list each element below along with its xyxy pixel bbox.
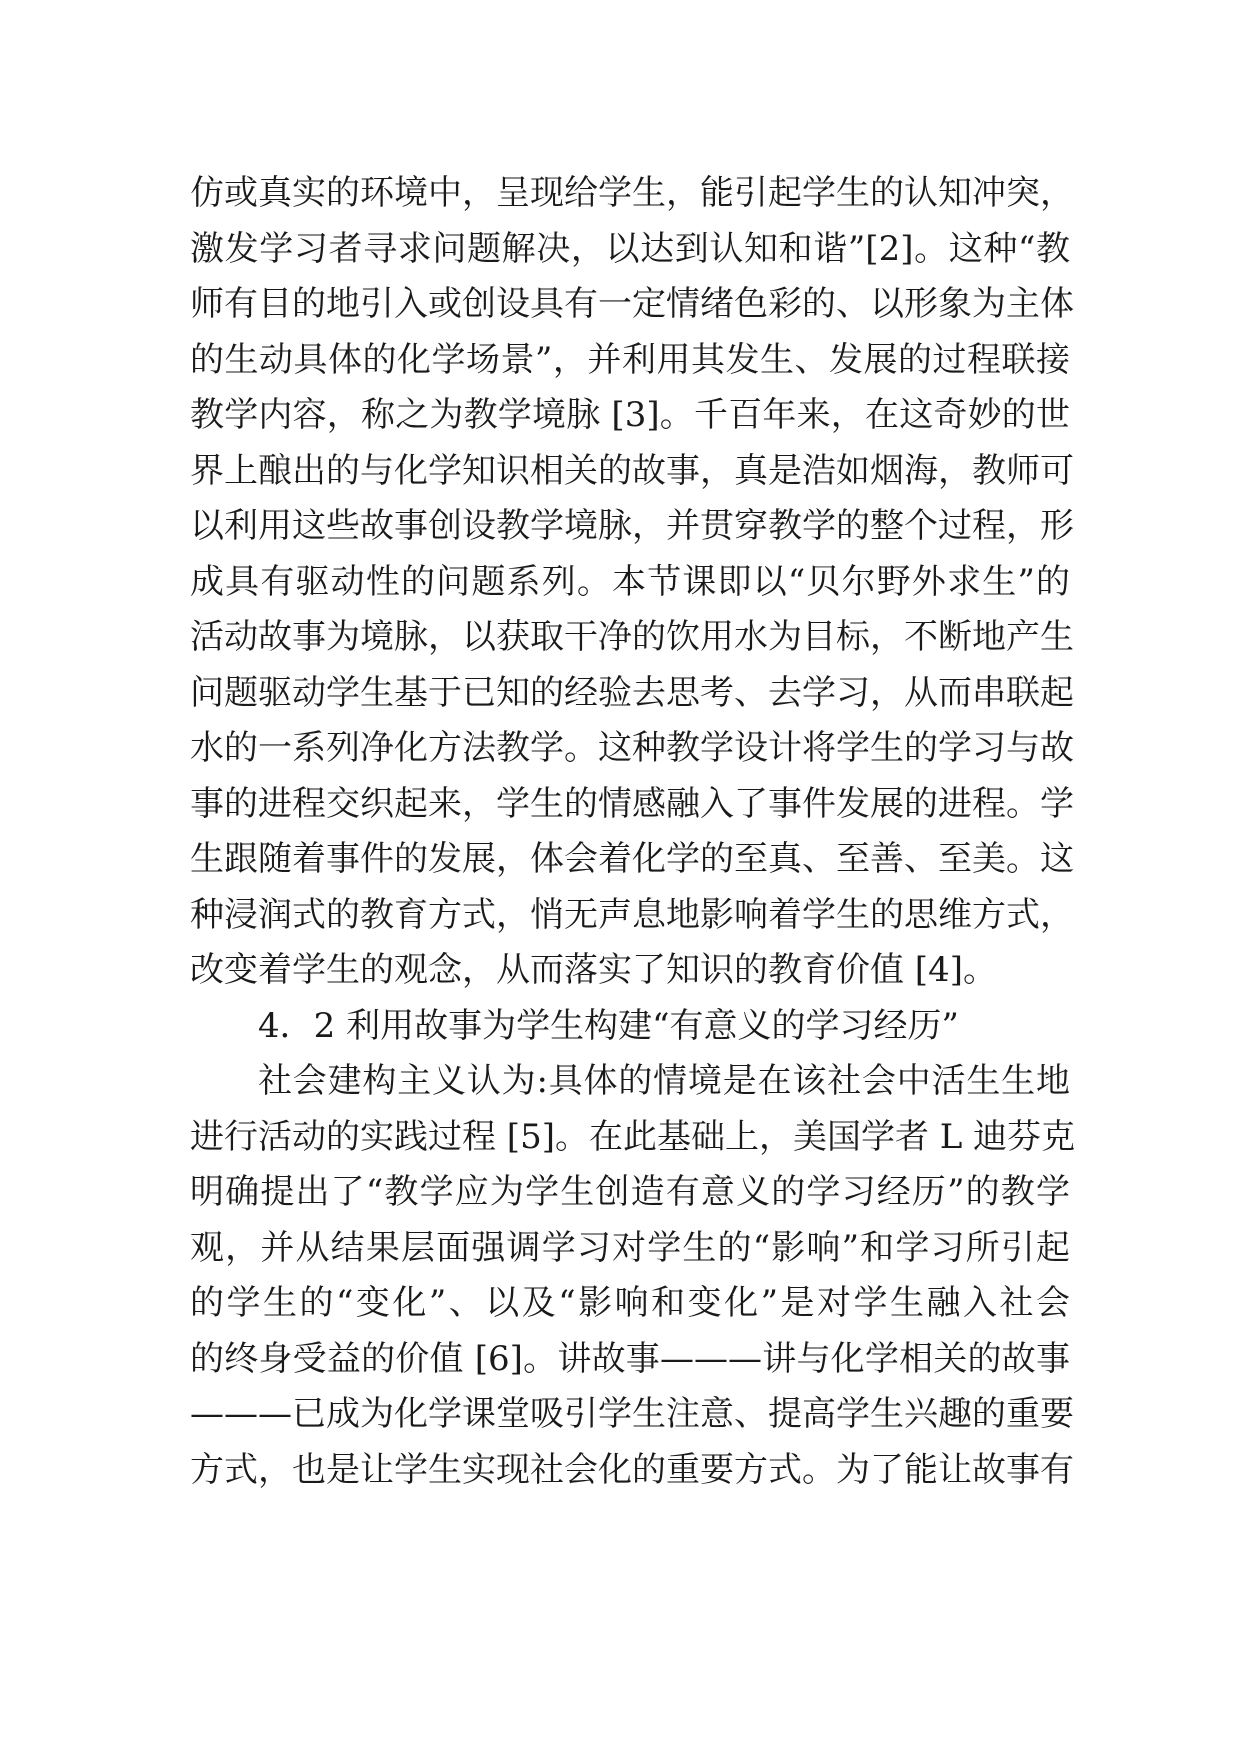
text-line: 激发学习者寻求问题解决，以达到认知和谐”[2]。这种“教	[190, 228, 1070, 269]
text-line: 界上酿出的与化学知识相关的故事，真是浩如烟海，教师可	[190, 450, 1074, 491]
text-line: 方式，也是让学生实现社会化的重要方式。为了能让故事有	[190, 1449, 1074, 1490]
text-line: 问题驱动学生基于已知的经验去思考、去学习，从而串联起	[190, 672, 1074, 713]
text-line: 活动故事为境脉，以获取干净的饮用水为目标，不断地产生	[190, 617, 1074, 657]
text-line: 改变着学生的观念，从而落实了知识的教育价值 [4]。	[190, 950, 997, 990]
text-line: 水的一系列净化方法教学。这种教学设计将学生的学习与故	[190, 728, 1074, 768]
document-body	[190, 166, 1076, 1498]
text-line: 观，并从结果层面强调学习对学生的“影响”和学习所引起	[190, 1227, 1070, 1268]
text-line: 的生动具体的化学场景”，并利用其发生、发展的过程联接	[190, 339, 1070, 380]
text-line: 明确提出了“教学应为学生创造有意义的学习经历”的教学	[190, 1172, 1070, 1212]
text-line: 社会建构主义认为:具体的情境是在该社会中活生生地	[258, 1061, 1070, 1101]
text-line: 事的进程交织起来，学生的情感融入了事件发展的进程。学	[190, 783, 1074, 824]
text-line: 成具有驱动性的问题系列。本节课即以“贝尔野外求生”的	[190, 561, 1070, 602]
text-line: 师有目的地引入或创设具有一定情绪色彩的、以形象为主体	[190, 284, 1074, 324]
text-line: 教学内容，称之为教学境脉 [3]。千百年来，在这奇妙的世	[190, 395, 1070, 435]
text-line: 种浸润式的教育方式，悄无声息地影响着学生的思维方式，	[190, 894, 1074, 935]
paragraph-2	[190, 1054, 1076, 1498]
paragraph-1	[190, 166, 1074, 999]
text-line: 的学生的“变化”、以及“影响和变化”是对学生融入社会	[190, 1283, 1070, 1323]
text-line: 仿或真实的环境中，呈现给学生，能引起学生的认知冲突，	[190, 173, 1074, 213]
text-line: 生跟随着事件的发展，体会着化学的至真、至善、至美。这	[190, 839, 1074, 879]
text-line: 进行活动的实践过程 [5]。在此基础上，美国学者 L 迪芬克	[190, 1116, 1076, 1157]
text-line: ———已成为化学课堂吸引学生注意、提高学生兴趣的重要	[190, 1394, 1074, 1434]
text-line: 以利用这些故事创设教学境脉，并贯穿教学的整个过程，形	[190, 506, 1074, 546]
section-heading: 4．2 利用故事为学生构建“有意义的学习经历”	[258, 1005, 959, 1046]
text-line: 的终身受益的价值 [6]。讲故事———讲与化学相关的故事	[190, 1338, 1070, 1379]
